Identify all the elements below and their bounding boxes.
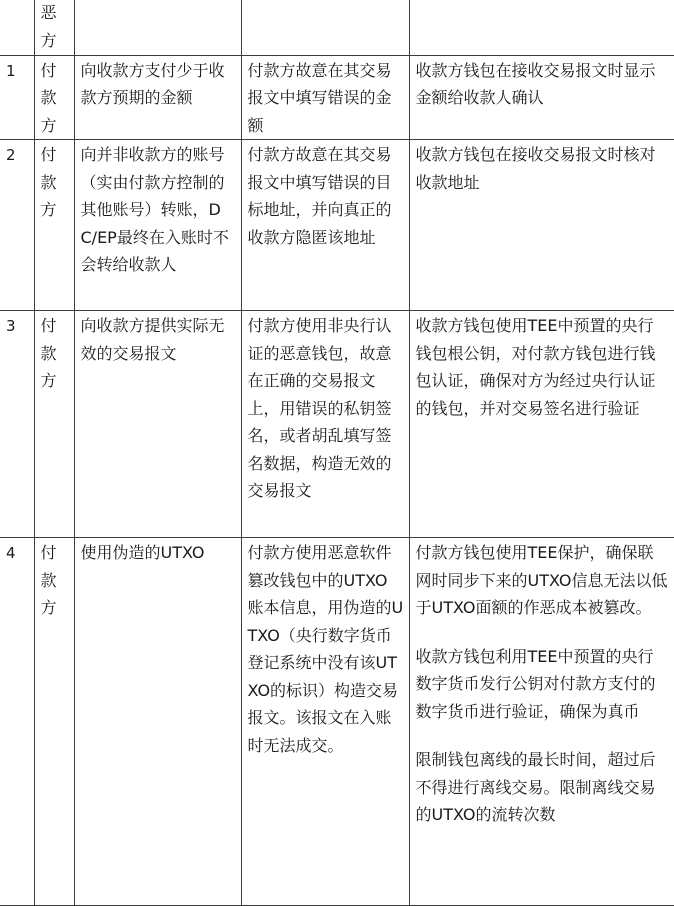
- method-cell: [241, 311, 409, 538]
- behavior-cell: [74, 311, 241, 538]
- defense-cell: [409, 311, 674, 538]
- party-cell: [34, 311, 74, 538]
- party-text: 恶方: [40, 3, 57, 50]
- row-number-cell: [0, 140, 34, 311]
- behavior-cell: [74, 55, 241, 140]
- table-row: [0, 311, 674, 538]
- defense-text: 限制钱包离线的最长时间，超过后不得进行离线交易。限制离线交易的UTXO的流转次数: [415, 750, 656, 824]
- behavior-text: 使用伪造的UTXO: [80, 543, 205, 562]
- row-number-cell: [0, 538, 34, 906]
- defense-cell: [409, 55, 674, 140]
- method-text: 付款方使用恶意软件篡改钱包中的UTXO账本信息，用伪造的UTXO（央行数字货币登记系统中没有该UTXO的标识）构造交易报文。该报文在入账时无法成交。: [247, 543, 404, 755]
- table-row: [0, 0, 674, 55]
- table-row: [0, 140, 674, 311]
- row-number: 2: [6, 146, 16, 164]
- row-number: 4: [6, 544, 16, 562]
- row-number-cell: [0, 311, 34, 538]
- defense-text: 收款方钱包利用TEE中预置的央行数字货币发行公钥对付款方支付的数字货币进行验证，确保为真币: [415, 646, 656, 721]
- behavior-text: 向并非收款方的账号（实由付款方控制的其他账号）转账，DC/EP最终在入账时不会转给收款人: [80, 145, 229, 274]
- party-cell: [34, 538, 74, 906]
- row-number-cell: [0, 0, 34, 55]
- behavior-cell: [74, 538, 241, 906]
- defense-text: 收款方钱包使用TEE中预置的央行钱包根公钥，对付款方钱包进行钱包认证，确保对方为经过央行认证的钱包，并对交易签名进行验证: [415, 316, 656, 418]
- behavior-cell: [74, 0, 241, 55]
- defense-text: 付款方钱包使用TEE保护，确保联网时同步下来的UTXO信息无法以低于UTXO面额的作恶成本被篡改。: [415, 543, 668, 617]
- behavior-cell: [74, 140, 241, 311]
- party-cell: [34, 0, 74, 55]
- row-number-cell: [0, 55, 34, 140]
- method-cell: [241, 55, 409, 140]
- behavior-text: 向收款方支付少于收款方预期的金额: [80, 60, 225, 107]
- defense-cell: [409, 538, 674, 906]
- method-cell: [241, 0, 409, 55]
- row-number: 1: [6, 61, 16, 80]
- party-text: 付款方: [40, 145, 57, 219]
- party-text: 付款方: [40, 543, 57, 617]
- method-cell: [241, 140, 409, 311]
- table-row: [0, 538, 674, 906]
- defense-cell: [409, 0, 674, 55]
- defense-cell: [409, 140, 674, 311]
- defense-text: 收款方钱包在接收交易报文时显示金额给收款人确认: [415, 60, 656, 107]
- row-number: 3: [6, 317, 16, 335]
- party-text: 付款方: [40, 60, 57, 135]
- defense-text: 收款方钱包在接收交易报文时核对收款地址: [415, 145, 656, 192]
- method-cell: [241, 538, 409, 906]
- behavior-text: 向收款方提供实际无效的交易报文: [80, 316, 225, 363]
- method-text: 付款方故意在其交易报文中填写错误的金额: [247, 60, 392, 135]
- party-cell: [34, 140, 74, 311]
- method-text: 付款方使用非央行认证的恶意钱包，故意在正确的交易报文上，用错误的私钥签名，或者胡乱填写签名数据，构造无效的交易报文: [247, 316, 392, 500]
- party-cell: [34, 55, 74, 140]
- method-text: 付款方故意在其交易报文中填写错误的目标地址，并向真正的收款方隐匿该地址: [247, 145, 392, 247]
- party-text: 付款方: [40, 316, 57, 390]
- table-row: [0, 55, 674, 140]
